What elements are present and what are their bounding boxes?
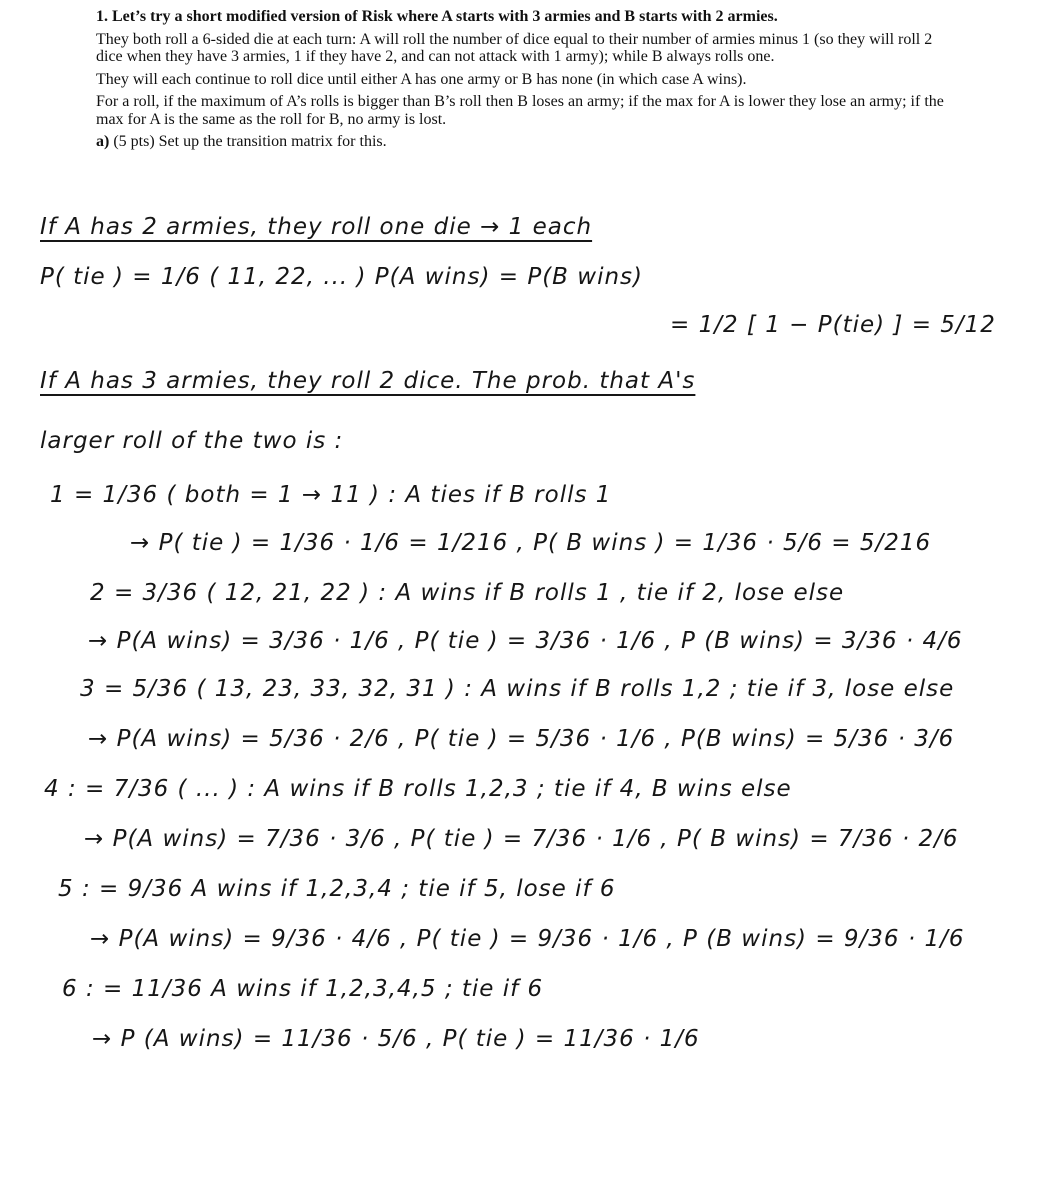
hw-line-9: → P(A wins) = 3/36 · 1/6 , P( tie ) = 3/36 · 1/6 , P (B wins) = 3/36 · 4/6 [88,628,963,654]
part-a [96,133,956,151]
part-a-text: (5 pts) Set up the transition matrix for this. [113,133,387,150]
problem-paragraph-2: They will each continue to roll dice until either A has one army or B has none (in which case A wins). [96,70,747,88]
hw-line-1-text: If A has 2 armies, they roll one die → 1 each [40,214,593,240]
hw-line-14: 5 : = 9/36 A wins if 1,2,3,4 ; tie if 5, lose if 6 [58,876,616,902]
problem-paragraph-3: For a roll, if the maximum of A’s rolls is bigger than B’s roll then B loses an army; if the max for A is lower they lose an army; if the max for A is the same as the roll for B, no army is lost. [96,93,944,128]
hw-line-13: → P(A wins) = 7/36 · 3/6 , P( tie ) = 7/36 · 1/6 , P( B wins) = 7/36 · 2/6 [84,826,959,852]
problem-intro [96,8,956,26]
problem-paragraph-1: They both roll a 6-sided die at each turn: A will roll the number of dice equal to their number of armies minus 1 (so they will roll 2 dice when they have 3 armies, 1 if they have 2, and can not attack with 1 army); while B always rolls one. [96,30,933,65]
problem-intro-text: 1. Let’s try a short modified version of Risk where A starts with 3 armies and B starts with 2 armies. [96,8,778,25]
hw-line-16: 6 : = 11/36 A wins if 1,2,3,4,5 ; tie if 6 [62,976,544,1002]
hw-line-8: 2 = 3/36 ( 12, 21, 22 ) : A wins if B rolls 1 , tie if 2, lose else [90,580,845,606]
hw-line-17: → P (A wins) = 11/36 · 5/6 , P( tie ) = 11/36 · 1/6 [92,1026,700,1052]
part-a-label: a) [96,133,110,150]
hw-line-10: 3 = 5/36 ( 13, 23, 33, 32, 31 ) : A wins if B rolls 1,2 ; tie if 3, lose else [80,676,955,702]
hw-line-7: → P( tie ) = 1/36 · 1/6 = 1/216 , P( B wins ) = 1/36 · 5/6 = 5/216 [130,530,932,556]
problem-statement [96,8,956,156]
hw-line-6: 1 = 1/36 ( both = 1 → 11 ) : A ties if B rolls 1 [50,482,612,508]
hw-line-15: → P(A wins) = 9/36 · 4/6 , P( tie ) = 9/36 · 1/6 , P (B wins) = 9/36 · 1/6 [90,926,965,952]
hw-line-4-text: If A has 3 armies, they roll 2 dice. The prob. that A's [40,368,696,394]
hw-line-11: → P(A wins) = 5/36 · 2/6 , P( tie ) = 5/36 · 1/6 , P(B wins) = 5/36 · 3/6 [88,726,955,752]
hw-line-1 [40,214,592,240]
hw-line-12: 4 : = 7/36 ( ... ) : A wins if B rolls 1,2,3 ; tie if 4, B wins else [44,776,792,802]
hw-line-5: larger roll of the two is : [40,428,344,454]
hw-line-2: P( tie ) = 1/6 ( 11, 22, ... ) P(A wins) = P(B wins) [40,264,643,290]
hw-line-3: = 1/2 [ 1 − P(tie) ] = 5/12 [670,312,996,338]
hw-line-4 [40,368,695,394]
